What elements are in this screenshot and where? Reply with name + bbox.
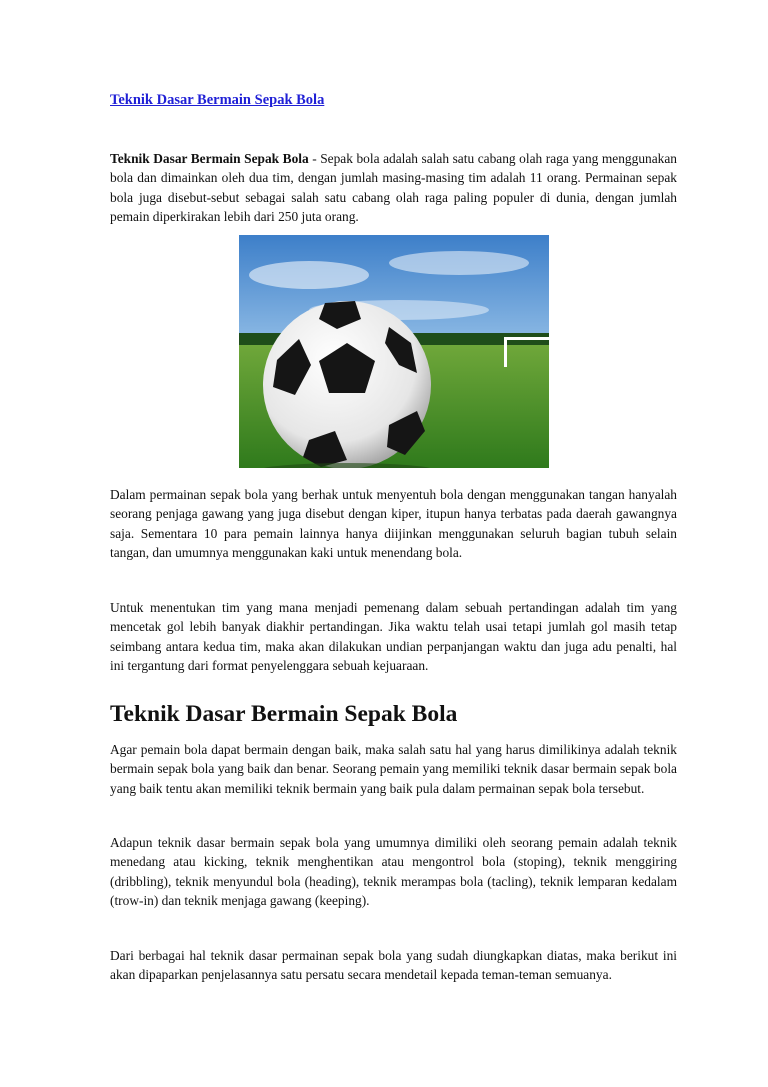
title-link[interactable]: Teknik Dasar Bermain Sepak Bola xyxy=(110,92,325,108)
intro-lead: Teknik Dasar Bermain Sepak Bola xyxy=(110,151,309,166)
paragraph-2: Dalam permainan sepak bola yang berhak untuk menyentuh bola dengan menggunakan tangan hanyalah seorang penjaga gawang yang juga disebut dengan kiper, itupun hanya terbatas pada daerah gawangnya saja. Sementara 10 para pemain lainnya hanya diijinkan menggunakan seluruh bagian tubuh selain tangan, dan umumnya menggunakan kaki untuk menendang bola. xyxy=(110,487,677,560)
soccer-ball-photo xyxy=(239,235,549,468)
paragraph-4: Agar pemain bola dapat bermain dengan baik, maka salah satu hal yang harus dimilikinya adalah teknik bermain sepak bola yang baik dan benar. Seorang pemain yang memiliki teknik dasar bermain sepak bola yang baik tentu akan memiliki teknik bermain yang baik pula dalam permainan sepak bola tersebut. xyxy=(110,742,677,796)
intro-text: - Sepak bola adalah salah satu cabang olah raga yang menggunakan bola dan dimainkan oleh dua tim, dengan jumlah masing-masing tim adalah 11 orang. Permainan sepak bola juga disebut-sebut sebagai salah satu cabang olah raga paling populer di dunia, dengan jumlah pemain diperkirakan lebih dari 250 juta orang. xyxy=(110,151,677,224)
paragraph-5: Adapun teknik dasar bermain sepak bola yang umumnya dimiliki oleh seorang pemain adalah teknik menedang atau kicking, teknik menghentikan atau mengontrol bola (stoping), teknik menggiring (dribbling), teknik menyundul bola (heading), teknik merampas bola (tacling), teknik lemparan kedalam (trow-in) dan teknik menjaga gawang (keeping). xyxy=(110,835,677,908)
paragraph-3: Untuk menentukan tim yang mana menjadi pemenang dalam sebuah pertandingan adalah tim yang mencetak gol lebih banyak diakhir pertandingan. Jika waktu telah usai tetapi jumlah gol masih tetap seimbang antara kedua tim, maka akan dilakukan undian perpanjangan waktu dan juga adu penalti, hal ini tergantung dari format penyelenggara sebuah kejuaraan. xyxy=(110,600,677,673)
soccer-ball-icon xyxy=(239,235,549,468)
paragraph-6: Dari berbagai hal teknik dasar permainan sepak bola yang sudah diungkapkan diatas, maka berikut ini akan dipaparkan penjelasannya satu persatu secara mendetail kepada teman-teman semuanya. xyxy=(110,948,677,983)
section-heading: Teknik Dasar Bermain Sepak Bola xyxy=(110,701,458,727)
intro-paragraph xyxy=(110,149,677,226)
